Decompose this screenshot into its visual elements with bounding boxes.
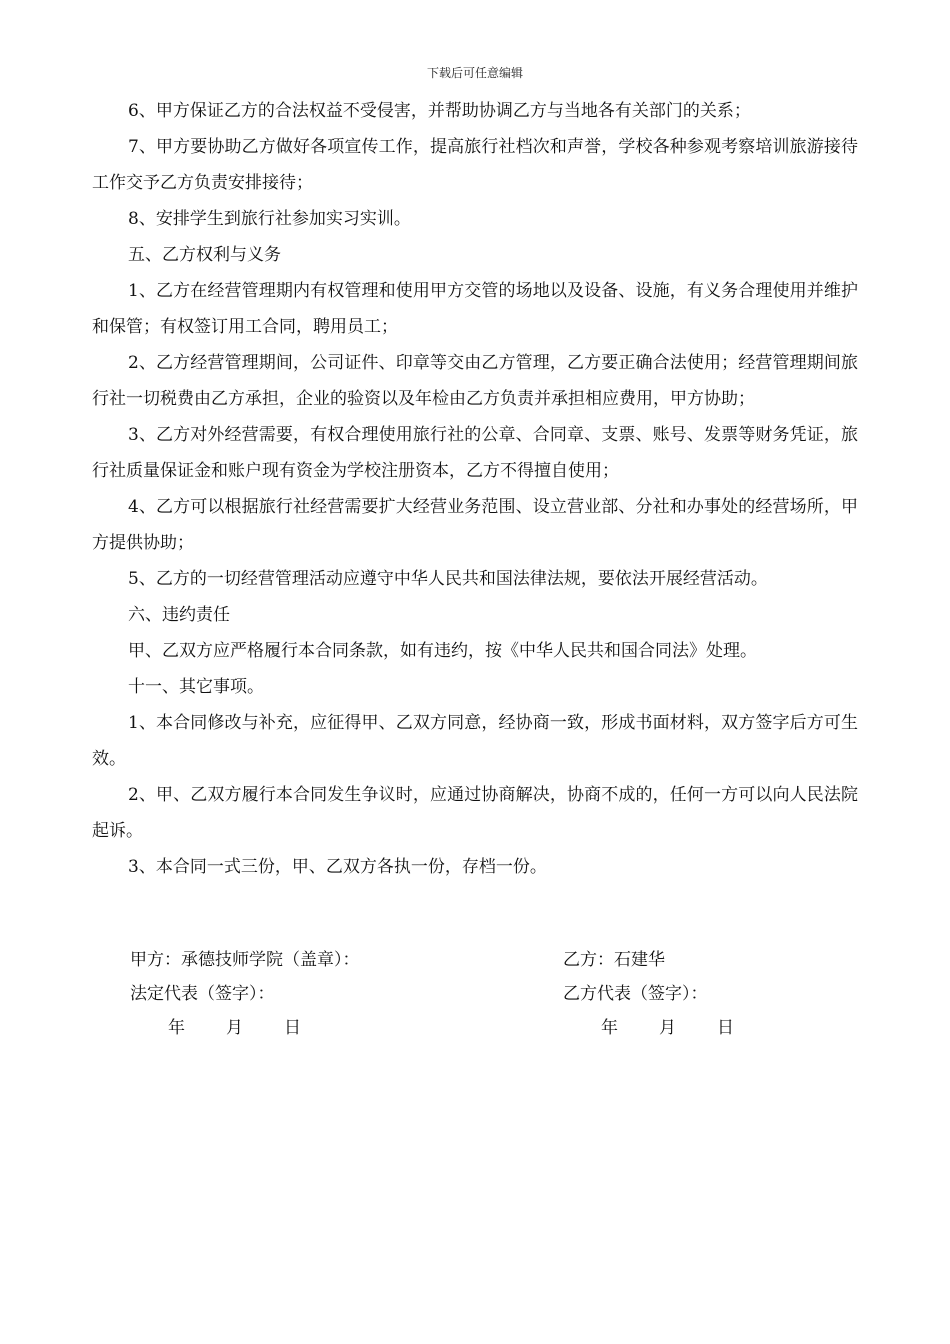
header-note: 下载后可任意编辑 [426,66,523,80]
date-day: 日 [717,1018,734,1038]
date-month: 月 [226,1018,243,1038]
date-year: 年 [601,1018,618,1038]
party-a-date [130,1011,360,1045]
signature-block [0,943,950,1053]
section-heading-11: 十一、其它事项。 [128,677,264,697]
party-b-clause-1: 1、乙方在经营管理期内有权管理和使用甲方交管的场地以及设备、设施，有义务合理使用并维护和保管；有权签订用工合同，聘用员工； [92,281,858,337]
party-a-signature [130,943,360,1045]
other-clause-3: 3、本合同一式三份，甲、乙双方各执一份，存档一份。 [128,857,547,877]
date-day: 日 [284,1018,301,1038]
section-heading-5: 五、乙方权利与义务 [128,245,281,265]
party-b-clause-4: 4、乙方可以根据旅行社经营需要扩大经营业务范围、设立营业部、分社和办事处的经营场所，甲方提供协助； [92,497,858,553]
date-year: 年 [168,1018,185,1038]
breach-clause: 甲、乙双方应严格履行本合同条款，如有违约，按《中华人民共和国合同法》处理。 [128,641,757,661]
contract-body [92,93,858,885]
party-b-clause-2: 2、乙方经营管理期间，公司证件、印章等交由乙方管理，乙方要正确合法使用；经营管理期间旅行社一切税费由乙方承担，企业的验资以及年检由乙方负责并承担相应费用，甲方协助； [92,353,858,409]
party-b-signature [563,943,775,1045]
section-heading-6: 六、违约责任 [128,605,230,625]
date-month: 月 [659,1018,676,1038]
clause-6: 6、甲方保证乙方的合法权益不受侵害，并帮助协调乙方与当地各有关部门的关系； [128,101,751,121]
party-b-name: 乙方：石建华 [563,950,665,970]
party-b-representative: 乙方代表（签字）： [563,984,708,1004]
party-a-representative: 法定代表（签字）： [130,984,275,1004]
other-clause-2: 2、甲、乙双方履行本合同发生争议时，应通过协商解决，协商不成的，任何一方可以向人民法院起诉。 [92,785,858,841]
party-b-clause-5: 5、乙方的一切经营管理活动应遵守中华人民共和国法律法规，要依法开展经营活动。 [128,569,768,589]
clause-7: 7、甲方要协助乙方做好各项宣传工作，提高旅行社档次和声誉，学校各种参观考察培训旅游接待工作交予乙方负责安排接待； [92,137,858,193]
party-b-clause-3: 3、乙方对外经营需要，有权合理使用旅行社的公章、合同章、支票、账号、发票等财务凭证，旅行社质量保证金和账户现有资金为学校注册资本，乙方不得擅自使用； [92,425,858,481]
party-b-date [563,1011,775,1045]
other-clause-1: 1、本合同修改与补充，应征得甲、乙双方同意，经协商一致，形成书面材料，双方签字后方可生效。 [92,713,858,769]
clause-8: 8、安排学生到旅行社参加实习实训。 [128,209,411,229]
party-a-name: 甲方：承德技师学院（盖章）： [130,950,360,970]
